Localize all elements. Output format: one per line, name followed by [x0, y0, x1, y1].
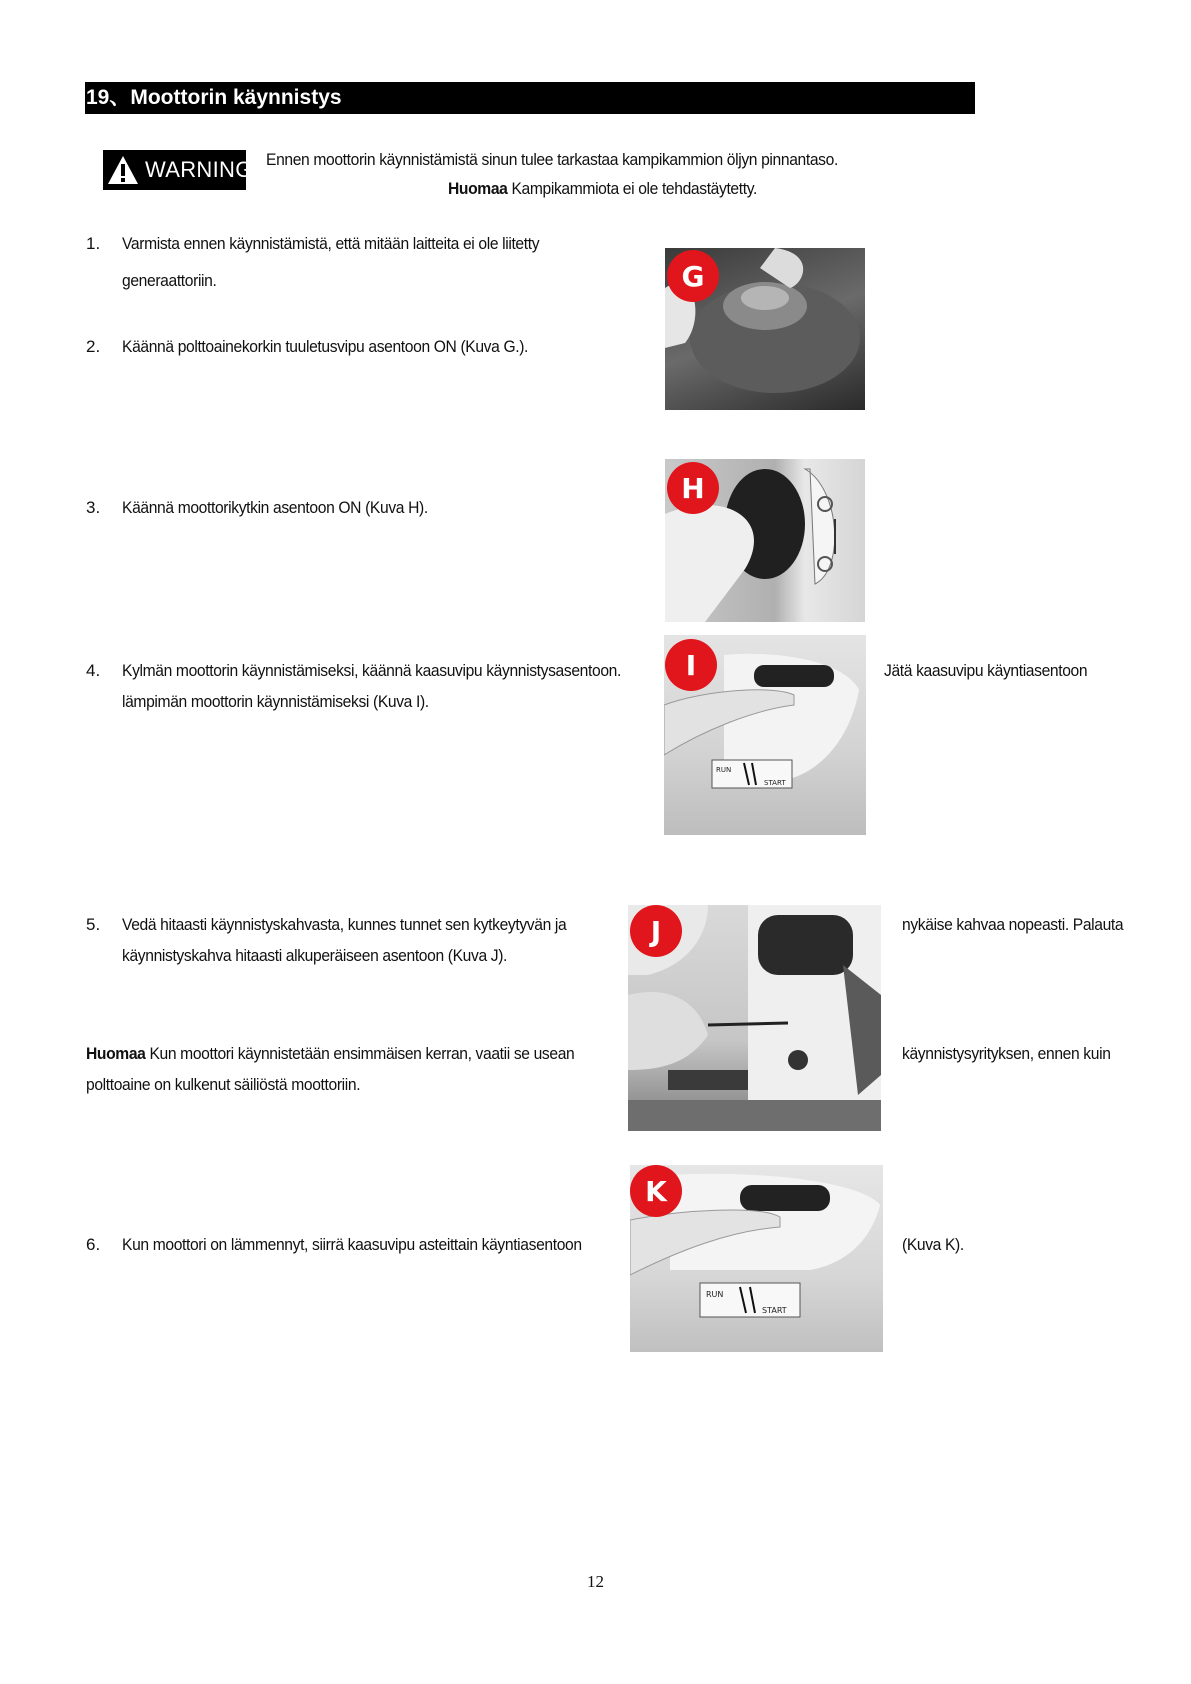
figure-j-photo: [628, 905, 881, 1131]
step-6-line-1: Kun moottori on lämmennyt, siirrä kaasuvipu asteittain käyntiasentoon: [122, 1235, 582, 1254]
step-5-line-1: Vedä hitaasti käynnistyskahvasta, kunnes tunnet sen kytkeytyvän ja: [122, 915, 567, 934]
step-4-line-1: Kylmän moottorin käynnistämiseksi, käännä kaasuvipu käynnistysasentoon.: [122, 661, 621, 680]
step-number: 4.: [86, 661, 101, 680]
step-4-line-1-continued: Jätä kaasuvipu käyntiasentoon: [884, 661, 1088, 680]
start-label: START: [764, 779, 786, 787]
step-2-line-1: Käännä polttoainekorkin tuuletusvipu asentoon ON (Kuva G.).: [122, 337, 529, 356]
warning-note-label: Huomaa: [448, 179, 508, 198]
step-1-line-1: Varmista ennen käynnistämistä, että mitään laitteita ei ole liitetty: [122, 234, 540, 253]
step-number: 6.: [86, 1235, 101, 1254]
note-label: Huomaa: [86, 1044, 146, 1063]
figure-label-badge: G: [667, 250, 719, 302]
step-number: 5.: [86, 915, 101, 934]
run-label: RUN: [706, 1290, 724, 1299]
step-1-line-2: generaattoriin.: [122, 271, 217, 290]
warning-message: Ennen moottorin käynnistämistä sinun tulee tarkastaa kampikammion öljyn pinnantaso.: [266, 150, 838, 169]
figure-h-photo: [665, 459, 865, 622]
warning-note: [448, 178, 757, 200]
warning-label: [103, 150, 253, 190]
figure-label-badge: J: [630, 905, 682, 957]
page-number: 12: [587, 1572, 604, 1591]
note-line-1-continued: käynnistysyrityksen, ennen kuin: [902, 1044, 1111, 1063]
figure-label-badge: K: [630, 1165, 682, 1217]
figure-label-badge: H: [667, 462, 719, 514]
step-3-line-1: Käännä moottorikytkin asentoon ON (Kuva H).: [122, 498, 428, 517]
figure-i-photo: [664, 635, 866, 835]
note-line-2: polttoaine on kulkenut säiliöstä moottoriin.: [86, 1075, 361, 1094]
step-number: 2.: [86, 337, 101, 356]
step-5-line-2: käynnistyskahva hitaasti alkuperäiseen asentoon (Kuva J).: [122, 946, 508, 965]
figure-label-badge: I: [665, 639, 717, 691]
figure-k-photo: [630, 1165, 883, 1352]
note-line-1: [86, 1043, 574, 1065]
step-6-line-1-continued: (Kuva K).: [902, 1235, 964, 1254]
step-4-line-2: lämpimän moottorin käynnistämiseksi (Kuva I).: [122, 692, 429, 711]
run-label: RUN: [716, 766, 732, 774]
step-5-line-1-continued: nykäise kahvaa nopeasti. Palauta: [902, 915, 1124, 934]
warning-note-text: Kampikammiota ei ole tehdastäytetty.: [507, 179, 757, 198]
note-text: Kun moottori käynnistetään ensimmäisen kerran, vaatii se usean: [145, 1044, 575, 1063]
warning-triangle-icon: [107, 155, 139, 185]
step-number: 1.: [86, 234, 101, 253]
step-number: 3.: [86, 498, 101, 517]
start-label: START: [762, 1306, 787, 1315]
figure-g-photo: [665, 248, 865, 410]
warning-text: WARNING: [145, 157, 253, 182]
section-title: 19、Moottorin käynnistys: [86, 86, 348, 110]
